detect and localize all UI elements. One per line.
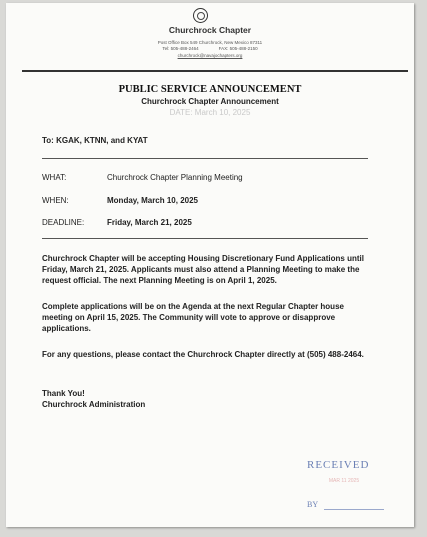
recipients: To: KGAK, KTNN, and KYAT	[42, 136, 148, 145]
body-paragraph-applications: Churchrock Chapter will be accepting Housing Discretionary Fund Applications until Friday, March 21, 2025. Applicants must also attend a Planning Meeting to make the request official. The next Planning Meeting is on April 1, 2025.	[42, 254, 364, 285]
letterhead-org-name: Churchrock Chapter	[168, 25, 252, 35]
letterhead-address: Post Office Box 549 Churchrock, New Mexico 87311	[157, 40, 263, 45]
letterhead-tel: Tel: 505-488-2464	[162, 46, 199, 51]
what-label: WHAT:	[42, 173, 67, 182]
body-paragraph-agenda: Complete applications will be on the Agenda at the next Regular Chapter house meeting on April 15, 2025. The Community will vote to approve or disapprove applications.	[42, 302, 344, 333]
received-stamp: RECEIVED	[307, 459, 370, 471]
announcement-subtitle: Churchrock Chapter Announcement	[141, 97, 279, 106]
when-label: WHEN:	[42, 196, 69, 205]
letterhead-phone-fax	[6, 46, 414, 51]
received-by-line	[324, 509, 384, 510]
letterhead-email: churchrock@navajochapters.org	[177, 53, 243, 58]
received-by-label: BY	[307, 500, 319, 509]
what-value: Churchrock Chapter Planning Meeting	[107, 173, 243, 182]
header-divider	[22, 70, 408, 72]
letterhead-fax: FAX: 505-488-2150	[218, 46, 258, 51]
announcement-date: DATE: March 10, 2025	[169, 108, 251, 117]
chapter-seal-icon	[193, 8, 208, 23]
details-divider	[42, 238, 368, 239]
received-stamp-date: MAR 11 2025	[328, 478, 360, 484]
body-paragraph-contact: For any questions, please contact the Churchrock Chapter directly at (505) 488-2464.	[42, 350, 364, 359]
announcement-title: PUBLIC SERVICE ANNOUNCEMENT	[118, 84, 302, 95]
deadline-value: Friday, March 21, 2025	[107, 218, 192, 227]
when-value: Monday, March 10, 2025	[107, 196, 198, 205]
recipients-divider	[42, 158, 368, 159]
closing-signature: Churchrock Administration	[42, 400, 146, 409]
document-page	[6, 3, 414, 527]
closing-block	[42, 388, 367, 410]
deadline-label: DEADLINE:	[42, 218, 85, 227]
closing-thanks: Thank You!	[42, 389, 85, 398]
